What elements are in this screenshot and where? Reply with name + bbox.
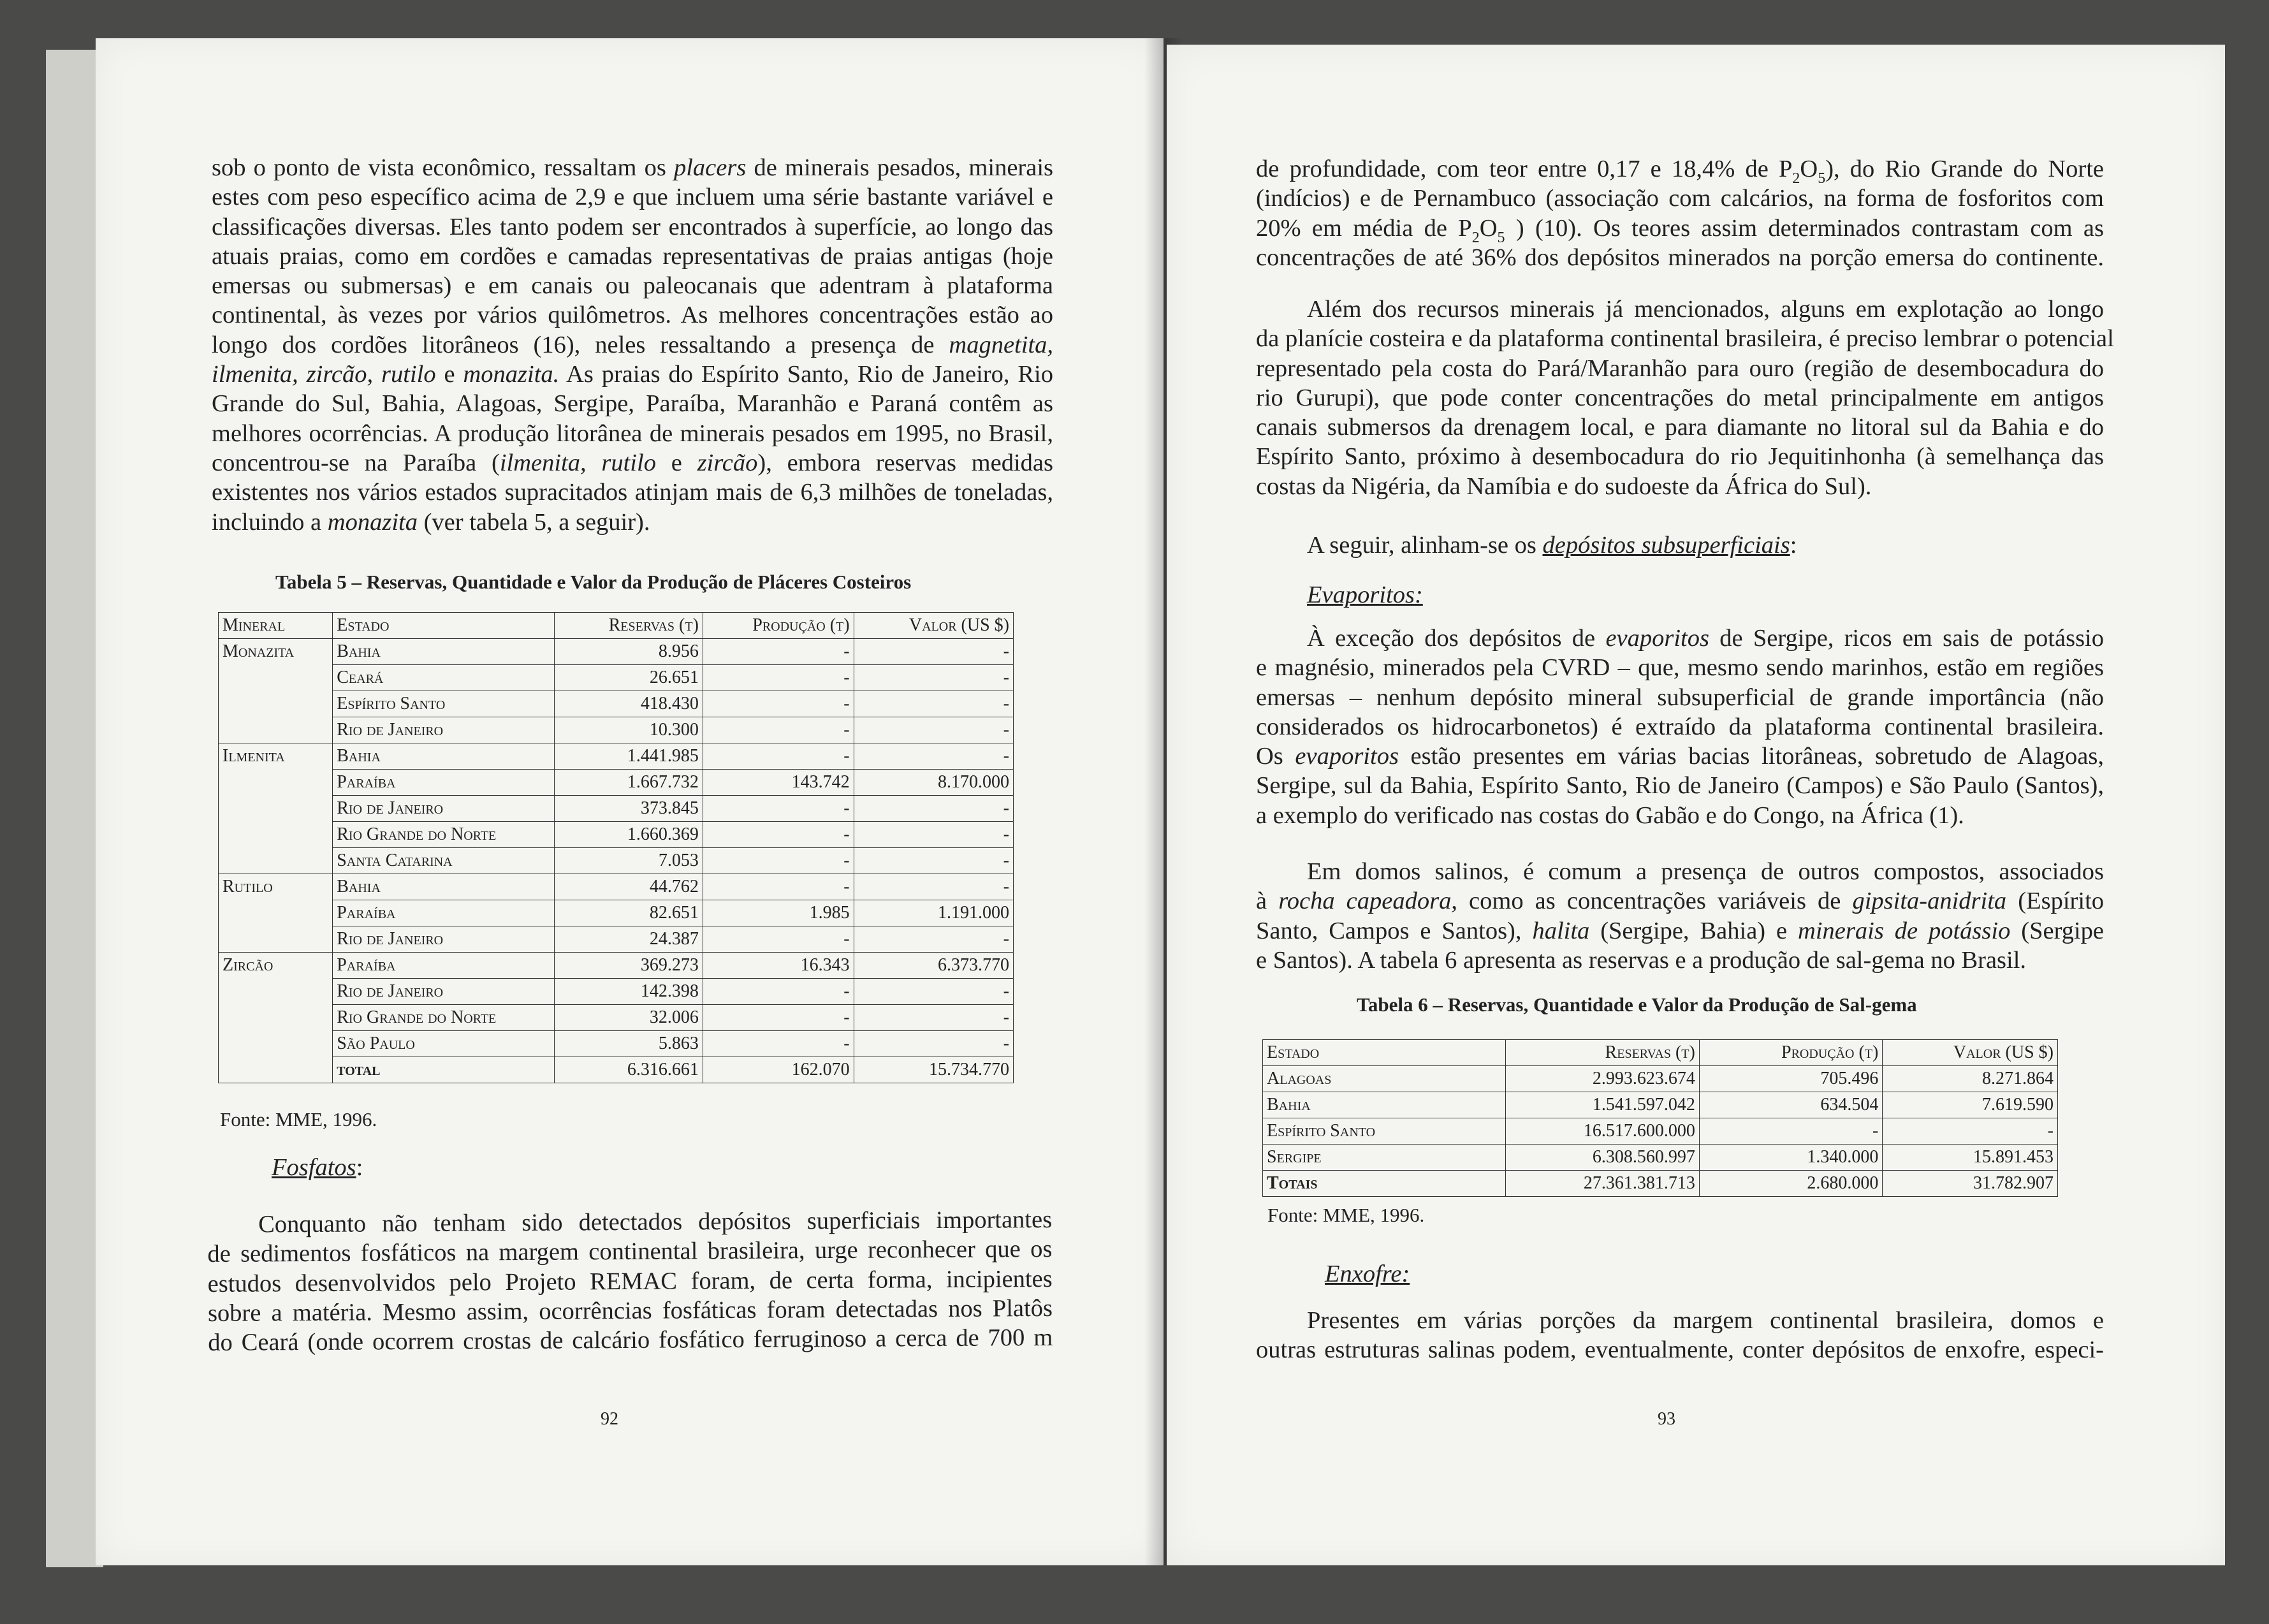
value-cell: 15.734.770	[854, 1057, 1013, 1083]
value-cell: -	[854, 665, 1013, 691]
value-cell: -	[854, 743, 1013, 770]
table-header: Valor (US $)	[1883, 1040, 2058, 1066]
section-heading-fosfatos: Fosfatos:	[272, 1154, 363, 1181]
value-cell: -	[703, 979, 854, 1005]
table-row	[1263, 1066, 2058, 1092]
table-header: Reservas (t)	[555, 613, 703, 639]
table-row	[219, 926, 1014, 953]
estado-cell: Totais	[1263, 1171, 1506, 1197]
table5-caption: Tabela 5 – Reservas, Quantidade e Valor da Produção de Pláceres Costeiros	[275, 571, 912, 593]
value-cell: -	[703, 822, 854, 848]
mineral-cell	[219, 900, 333, 926]
estado-cell: Espírito Santo	[333, 691, 555, 717]
value-cell: 1.985	[703, 900, 854, 926]
value-cell: 369.273	[555, 953, 703, 979]
mineral-cell	[219, 1057, 333, 1083]
table-row	[219, 665, 1014, 691]
text-line: existentes nos vários estados supracitados atinjam mais de 6,3 milhões de toneladas,	[212, 479, 1053, 506]
value-cell: 8.956	[555, 639, 703, 665]
value-cell: -	[854, 926, 1013, 953]
value-cell: -	[854, 1005, 1013, 1031]
estado-cell: Rio Grande do Norte	[333, 1005, 555, 1031]
text-line: da planície costeira e da plataforma continental brasileira, é preciso lembrar o potencial	[1256, 325, 2114, 353]
text-line: a exemplo do verificado nas costas do Gabão e do Congo, na África (1).	[1256, 801, 1964, 829]
value-cell: 1.541.597.042	[1505, 1092, 1699, 1118]
mineral-cell: Monazita	[219, 639, 333, 665]
right-paragraph-5	[1256, 1306, 2104, 1365]
mineral-cell	[219, 848, 333, 874]
value-cell: -	[703, 796, 854, 822]
table-header: Mineral	[219, 613, 333, 639]
text-line: emersas ou submersas) e em canais ou paleocanais que adentram à plataforma	[212, 272, 1053, 300]
table5-source: Fonte: MME, 1996.	[220, 1108, 377, 1130]
text-line: de profundidade, com teor entre 0,17 e 18,4% de $P_2O_5$), do Rio Grande do Norte	[1256, 156, 2104, 187]
mineral-cell: Zircão	[219, 953, 333, 979]
text-line: Espírito Santo, próximo à desembocadura do rio Jequitinhonha (à semelhança das	[1256, 443, 2104, 471]
text-line: costas da Nigéria, da Namíbia e do sudoeste da África do Sul).	[1256, 472, 1872, 500]
section-heading-text: Evaporitos:	[1307, 582, 1423, 608]
value-cell: -	[703, 926, 854, 953]
right-paragraph-4	[1256, 857, 2104, 975]
value-cell: -	[1883, 1118, 2058, 1145]
value-cell: -	[703, 1031, 854, 1057]
text-line: Sergipe, sul da Bahia, Espírito Santo, Rio de Janeiro (Campos) e São Paulo (Santos),	[1256, 772, 2104, 800]
left-paragraph-1	[212, 153, 1053, 537]
table-header-row	[1263, 1040, 2058, 1066]
value-cell: -	[854, 796, 1013, 822]
text-line: À exceção dos depósitos de evaporitos de Sergipe, ricos em sais de potássio	[1307, 625, 2105, 652]
text-line: canais submersos da drenagem local, e para diamante no litoral sul da Bahia e do	[1256, 414, 2104, 441]
table-row	[1263, 1171, 2058, 1197]
value-cell: 7.619.590	[1883, 1092, 2058, 1118]
value-cell: 2.680.000	[1699, 1171, 1883, 1197]
table-row	[219, 848, 1014, 874]
text-line: sob o ponto de vista econômico, ressaltam os placers de minerais pesados, minerais	[212, 154, 1053, 181]
section-heading-enxofre	[1325, 1259, 1410, 1289]
page-number-left: 92	[601, 1409, 618, 1429]
text-line: atuais praias, como em cordões e camadas representativas de praias antigas (hoje	[212, 242, 1053, 270]
value-cell: -	[703, 874, 854, 900]
value-cell: 418.430	[555, 691, 703, 717]
subsuperficiais-intro	[1307, 530, 1797, 560]
mineral-cell: Rutilo	[219, 874, 333, 900]
table-row	[219, 979, 1014, 1005]
value-cell: 5.863	[555, 1031, 703, 1057]
intro-colon: :	[1790, 532, 1797, 559]
value-cell: 10.300	[555, 717, 703, 743]
table6-source: Fonte: MME, 1996.	[1267, 1204, 1425, 1226]
value-cell: 143.742	[703, 770, 854, 796]
text-line: e magnésio, minerados pela CVRD – que, mesmo sendo marinhos, estão em regiões	[1256, 654, 2104, 682]
value-cell: 27.361.381.713	[1505, 1171, 1699, 1197]
left-paragraph-2	[207, 1205, 1053, 1358]
right-page	[1167, 45, 2225, 1565]
text-line: sobre a matéria. Mesmo assim, ocorrências fosfáticas foram detectadas nos Platôs	[207, 1294, 1053, 1327]
table-header-row	[219, 613, 1014, 639]
table-row	[219, 874, 1014, 900]
text-line: Conquanto não tenham sido detectados depósitos superficiais importantes	[258, 1206, 1053, 1238]
estado-cell: total	[333, 1057, 555, 1083]
text-line: melhores ocorrências. A produção litorânea de minerais pesados em 1995, no Brasil,	[212, 420, 1053, 447]
value-cell: 1.660.369	[555, 822, 703, 848]
value-cell: 26.651	[555, 665, 703, 691]
estado-cell: São Paulo	[333, 1031, 555, 1057]
text-line: classificações diversas. Eles tanto podem ser encontrados à superfície, ao longo das	[212, 213, 1053, 240]
table5-body	[219, 639, 1014, 1083]
value-cell: 31.782.907	[1883, 1171, 2058, 1197]
value-cell: -	[854, 717, 1013, 743]
text-line: representado pela costa do Pará/Maranhão para ouro (região de desembocadura do	[1256, 355, 2104, 382]
estado-cell: Rio de Janeiro	[333, 979, 555, 1005]
value-cell: 7.053	[555, 848, 703, 874]
section-heading-text: Enxofre:	[1325, 1261, 1410, 1287]
text-line: ilmenita, zircão, rutilo e monazita. As praias do Espírito Santo, Rio de Janeiro, Rio	[212, 361, 1054, 388]
right-paragraph-3	[1256, 624, 2104, 830]
estado-cell: Santa Catarina	[333, 848, 555, 874]
table-header: Produção (t)	[1699, 1040, 1883, 1066]
estado-cell: Bahia	[333, 743, 555, 770]
table-header: Estado	[1263, 1040, 1506, 1066]
table-header: Reservas (t)	[1505, 1040, 1699, 1066]
value-cell: 6.316.661	[555, 1057, 703, 1083]
subsuperficiais-link: depósitos subsuperficiais	[1542, 532, 1790, 559]
right-paragraph-1	[1256, 154, 2104, 272]
value-cell: 8.271.864	[1883, 1066, 2058, 1092]
value-cell: 32.006	[555, 1005, 703, 1031]
value-cell: -	[854, 691, 1013, 717]
value-cell: -	[703, 743, 854, 770]
text-line: Além dos recursos minerais já mencionados, alguns em explotação ao longo	[1307, 296, 2104, 323]
table-row	[219, 1031, 1014, 1057]
mineral-cell	[219, 717, 333, 743]
page-stack-edge-left	[46, 50, 103, 1567]
table-row	[219, 1057, 1014, 1083]
text-line: emersas – nenhum depósito mineral subsuperficial de grande importância (não	[1256, 684, 2104, 711]
text-line: Presentes em várias porções da margem continental brasileira, domos e	[1307, 1307, 2104, 1334]
mineral-cell	[219, 770, 333, 796]
estado-cell: Paraíba	[333, 770, 555, 796]
mineral-cell	[219, 796, 333, 822]
table-row	[219, 822, 1014, 848]
text-line: do Ceará (onde ocorrem crostas de calcário fosfático ferruginoso a cerca de 700 m	[208, 1324, 1053, 1357]
value-cell: 1.191.000	[854, 900, 1013, 926]
mineral-cell: Ilmenita	[219, 743, 333, 770]
estado-cell: Bahia	[333, 639, 555, 665]
table-row	[219, 639, 1014, 665]
text-line: concentrações de até 36% dos depósitos minerados na porção emersa do continente.	[1256, 244, 2104, 271]
value-cell: -	[854, 979, 1013, 1005]
value-cell: 1.340.000	[1699, 1145, 1883, 1171]
value-cell: 8.170.000	[854, 770, 1013, 796]
value-cell: -	[854, 874, 1013, 900]
estado-cell: Alagoas	[1263, 1066, 1506, 1092]
text-line: rio Gurupi), que pode conter concentrações do metal principalmente em antigos	[1256, 384, 2104, 411]
table-row	[219, 900, 1014, 926]
estado-cell: Rio de Janeiro	[333, 926, 555, 953]
estado-cell: Rio de Janeiro	[333, 796, 555, 822]
text-line: Santo, Campos e Santos), halita (Sergipe, Bahia) e minerais de potássio (Sergipe	[1256, 917, 2104, 944]
table6	[1262, 1039, 2058, 1197]
text-line: considerados os hidrocarbonetos) é extraído da plataforma continental brasileira.	[1256, 713, 2104, 740]
value-cell: 16.343	[703, 953, 854, 979]
value-cell: 1.441.985	[555, 743, 703, 770]
section-heading-text: Fosfatos	[272, 1154, 356, 1181]
mineral-cell	[219, 926, 333, 953]
table-row	[1263, 1118, 2058, 1145]
value-cell: -	[703, 691, 854, 717]
text-line: estes com peso específico acima de 2,9 e que incluem uma série bastante variável e	[212, 184, 1053, 211]
value-cell: -	[854, 639, 1013, 665]
value-cell: -	[703, 665, 854, 691]
value-cell: 16.517.600.000	[1505, 1118, 1699, 1145]
value-cell: 6.308.560.997	[1505, 1145, 1699, 1171]
text-line: Grande do Sul, Bahia, Alagoas, Sergipe, Paraíba, Maranhão e Paraná contêm as	[212, 390, 1053, 418]
text-line: outras estruturas salinas podem, eventualmente, conter depósitos de enxofre, especi-	[1256, 1336, 2104, 1364]
table-row	[219, 691, 1014, 717]
value-cell: -	[703, 1005, 854, 1031]
value-cell: 82.651	[555, 900, 703, 926]
text-line: longo dos cordões litorâneos (16), neles ressaltando a presença de magnetita,	[212, 331, 1053, 358]
table-row	[219, 796, 1014, 822]
table6-body	[1263, 1066, 2058, 1197]
value-cell: 1.667.732	[555, 770, 703, 796]
mineral-cell	[219, 1005, 333, 1031]
table-row	[219, 953, 1014, 979]
mineral-cell	[219, 979, 333, 1005]
table-row	[1263, 1145, 2058, 1171]
estado-cell: Rio Grande do Norte	[333, 822, 555, 848]
table-header: Produção (t)	[703, 613, 854, 639]
left-page	[96, 38, 1164, 1565]
text-line: estudos desenvolvidos pelo Projeto REMAC foram, de certa forma, incipientes	[207, 1265, 1053, 1298]
value-cell: -	[854, 848, 1013, 874]
table-row	[1263, 1092, 2058, 1118]
section-heading-evaporitos	[1307, 580, 1423, 610]
value-cell: 15.891.453	[1883, 1145, 2058, 1171]
estado-cell: Paraíba	[333, 953, 555, 979]
text-line: à rocha capeadora, como as concentrações variáveis de gipsita-anidrita (Espírito	[1256, 888, 2105, 915]
text-line: (indícios) e de Pernambuco (associação com calcários, na forma de fosforitos com	[1256, 185, 2104, 212]
value-cell: -	[703, 717, 854, 743]
mineral-cell	[219, 822, 333, 848]
estado-cell: Bahia	[333, 874, 555, 900]
text-line: Os evaporitos estão presentes em várias bacias litorâneas, sobretudo de Alagoas,	[1256, 743, 2104, 770]
text-line: 20% em média de $P_2O_5$ ) (10). Os teores assim determinados contrastam com as	[1256, 214, 2104, 246]
estado-cell: Bahia	[1263, 1092, 1506, 1118]
value-cell: 44.762	[555, 874, 703, 900]
table-row	[219, 743, 1014, 770]
estado-cell: Ceará	[333, 665, 555, 691]
text-line: Em domos salinos, é comum a presença de outros compostos, associados	[1307, 858, 2104, 885]
value-cell: -	[1699, 1118, 1883, 1145]
table-row	[219, 770, 1014, 796]
value-cell: 162.070	[703, 1057, 854, 1083]
page-number-right: 93	[1658, 1409, 1675, 1429]
mineral-cell	[219, 1031, 333, 1057]
value-cell: 705.496	[1699, 1066, 1883, 1092]
table-row	[219, 717, 1014, 743]
value-cell: -	[703, 848, 854, 874]
estado-cell: Sergipe	[1263, 1145, 1506, 1171]
table-header: Estado	[333, 613, 555, 639]
mineral-cell	[219, 665, 333, 691]
estado-cell: Rio de Janeiro	[333, 717, 555, 743]
value-cell: 142.398	[555, 979, 703, 1005]
estado-cell: Espírito Santo	[1263, 1118, 1506, 1145]
value-cell: -	[703, 639, 854, 665]
table5	[218, 612, 1014, 1083]
estado-cell: Paraíba	[333, 900, 555, 926]
value-cell: 2.993.623.674	[1505, 1066, 1699, 1092]
value-cell: 634.504	[1699, 1092, 1883, 1118]
text-line: concentrou-se na Paraíba (ilmenita, rutilo e zircão), embora reservas medidas	[212, 449, 1053, 476]
intro-text: A seguir, alinham-se os	[1307, 532, 1543, 559]
text-line: incluindo a monazita (ver tabela 5, a seguir).	[212, 508, 650, 536]
value-cell: 6.373.770	[854, 953, 1013, 979]
text-line: continental, às vezes por vários quilômetros. As melhores concentrações estão ao	[212, 302, 1053, 329]
table6-caption: Tabela 6 – Reservas, Quantidade e Valor da Produção de Sal-gema	[1357, 993, 1917, 1016]
value-cell: 373.845	[555, 796, 703, 822]
table-row	[219, 1005, 1014, 1031]
text-line: de sedimentos fosfáticos na margem continental brasileira, urge reconhecer que os	[207, 1236, 1053, 1268]
value-cell: 24.387	[555, 926, 703, 953]
table-header: Valor (US $)	[854, 613, 1013, 639]
right-paragraph-2	[1256, 295, 2114, 501]
value-cell: -	[854, 1031, 1013, 1057]
text-line: e Santos). A tabela 6 apresenta as reservas e a produção de sal-gema no Brasil.	[1256, 946, 2027, 974]
value-cell: -	[854, 822, 1013, 848]
mineral-cell	[219, 691, 333, 717]
